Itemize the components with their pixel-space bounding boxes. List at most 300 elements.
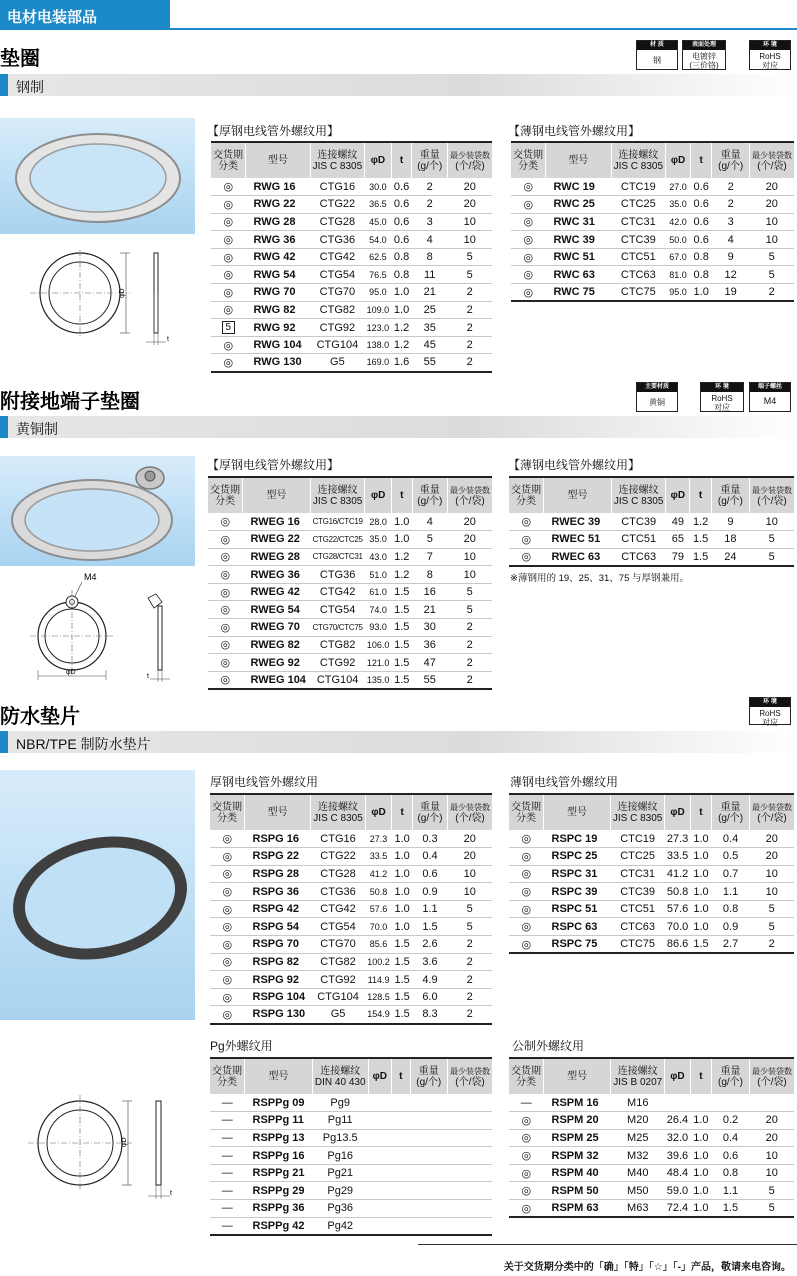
table-row (211, 301, 492, 319)
weight (410, 1200, 447, 1218)
phi-d: 74.0 (365, 601, 392, 619)
weight: 0.4 (722, 832, 739, 845)
weight: 2 (426, 180, 433, 193)
delivery-mark: — (210, 1129, 245, 1147)
min-quantity: 10 (447, 883, 492, 901)
terminal-spec-rohs: 环 境 RoHS 对应 (700, 382, 744, 412)
thickness: 1.0 (690, 848, 711, 866)
phi-d (368, 1129, 392, 1147)
model-code: RSPG 92 (245, 971, 311, 989)
thickness (392, 1217, 410, 1235)
thread-spec: CTC39 (621, 515, 657, 528)
washer-spec-surface: 表面处理 电镀锌 (三价铬) (682, 40, 726, 70)
svg-text:t: t (167, 336, 169, 343)
thread-spec: CTC51 (610, 900, 664, 918)
model-code: RSPPg 13 (245, 1129, 313, 1147)
svg-text:φD: φD (66, 669, 76, 676)
model-code: RSPPg 11 (245, 1112, 313, 1130)
min-quantity: 10 (447, 548, 492, 566)
delivery-days-badge: 5 (222, 321, 235, 334)
steel-washer-image (0, 118, 195, 234)
model-code: RSPC 19 (551, 832, 598, 845)
phi-d (368, 1164, 392, 1182)
weight: 0.8 (712, 900, 750, 918)
delivery-mark: ◎ (208, 548, 243, 566)
category-divider (170, 28, 797, 30)
terminal-drawing (30, 568, 200, 686)
table-row (509, 531, 794, 549)
thread-spec: CTC19 (620, 832, 656, 845)
washer-drawing (20, 250, 190, 350)
delivery-mark: ◎ (210, 1006, 245, 1024)
weight: 0.7 (712, 865, 750, 883)
thickness: 0.8 (391, 248, 412, 266)
delivery-mark: — (210, 1147, 245, 1165)
thickness: 1.0 (392, 865, 413, 883)
thickness: 1.5 (391, 601, 412, 619)
thread-spec: Pg11 (312, 1112, 368, 1130)
waterproof-thick-title: 厚钢电线管外螺纹用 (210, 775, 319, 789)
thread-spec: CTG104 (310, 671, 364, 689)
weight: 3.6 (412, 953, 447, 971)
phi-d: 48.4 (665, 1164, 690, 1182)
model-code: RWG 28 (246, 213, 311, 231)
table-row (211, 266, 492, 284)
washer-spec-material: 材 质 钢 (636, 40, 678, 70)
model-code: RSPG 70 (245, 936, 311, 954)
model-code: RSPC 39 (544, 883, 611, 901)
weight (410, 1217, 447, 1235)
weight: 5 (412, 531, 447, 549)
thickness: 1.0 (392, 918, 413, 936)
min-quantity: 2 (447, 988, 492, 1006)
model-code: RWG 36 (246, 231, 311, 249)
min-quantity: 2 (447, 936, 492, 954)
table-row (210, 883, 492, 901)
min-quantity: 5 (447, 918, 492, 936)
thread-spec: M50 (611, 1182, 665, 1200)
thickness (392, 1182, 410, 1200)
thread-spec: Pg21 (312, 1164, 368, 1182)
thickness: 1.0 (394, 515, 410, 528)
table-row (210, 1129, 492, 1147)
thread-spec: G5 (311, 1006, 365, 1024)
thread-spec: CTG36 (310, 231, 364, 249)
gasket-metric-table: 交货期 分类 型号 连接螺纹 JIS B 0207 φD t 重量 (g/个) 最少装袋数 (个/袋) — RSPM 16 M16 ◎ RSPM 20 M20 26.4 1.0 0.2 20 ◎ RSPM 25 M25 32.0 1.0 0.4 20 ◎ RSPM 32 M32 39.6 1.0 0.6 10 ◎ RSPM 40 M40 48.4 1.0 0.8 10 ◎ RSPM 50 M50 59.0 1.0 1.1 5 ◎ RSPM 63 M63 72.4 1.0 1.5 5 (509, 1057, 794, 1218)
min-quantity: 5 (749, 1200, 794, 1218)
min-quantity (447, 1217, 492, 1235)
phi-d: 35.0 (666, 196, 691, 214)
min-quantity: 2 (447, 354, 492, 372)
phi-d: 35.0 (365, 531, 392, 549)
model-code: RSPG 54 (245, 918, 311, 936)
phi-d: 123.0 (365, 319, 392, 337)
model-code: RSPG 16 (252, 832, 299, 845)
table-row (511, 284, 794, 302)
table-row (210, 1147, 492, 1165)
thread-spec: CTG70 (310, 284, 364, 302)
table-row (208, 601, 492, 619)
phi-d: 50.8 (665, 883, 690, 901)
thread-spec: CTG28 (311, 865, 365, 883)
table-row (509, 1129, 794, 1147)
min-quantity: 5 (447, 900, 492, 918)
model-code: RSPG 36 (245, 883, 311, 901)
delivery-mark: — (520, 1096, 532, 1109)
phi-d: 81.0 (666, 266, 691, 284)
delivery-mark: ◎ (509, 1164, 544, 1182)
weight: 0.4 (712, 1129, 750, 1147)
min-quantity: 10 (749, 1164, 794, 1182)
phi-d: 50.8 (365, 883, 392, 901)
thickness (392, 1200, 410, 1218)
washer-right-title: 【薄钢电线管外螺纹用】 (508, 124, 641, 138)
min-quantity: 5 (749, 266, 794, 284)
thread-spec: CTG82 (311, 953, 365, 971)
weight: 4 (412, 231, 448, 249)
min-quantity (447, 1129, 492, 1147)
min-quantity: 5 (749, 918, 794, 936)
phi-d: 32.0 (665, 1129, 690, 1147)
thickness: 1.0 (394, 832, 410, 845)
model-code: RWEG 16 (250, 515, 300, 528)
thread-spec: Pg9 (330, 1096, 350, 1109)
thread-spec: CTC75 (611, 284, 665, 302)
weight: 0.9 (412, 883, 447, 901)
weight (410, 1164, 447, 1182)
thread-spec: Pg42 (312, 1217, 368, 1235)
phi-d: 57.6 (365, 900, 392, 918)
thickness: 0.8 (691, 266, 712, 284)
thickness: 1.5 (392, 1006, 413, 1024)
delivery-mark: ◎ (211, 301, 246, 319)
thickness: 1.0 (392, 848, 413, 866)
waterproof-spec-rohs: 环 境 RoHS 对应 (749, 697, 791, 725)
model-code: RWG 54 (246, 266, 311, 284)
delivery-mark: ◎ (521, 516, 532, 529)
weight: 0.5 (712, 848, 750, 866)
min-quantity: 20 (749, 1129, 794, 1147)
model-code: RSPPg 42 (245, 1217, 313, 1235)
phi-d: 100.2 (365, 953, 392, 971)
min-quantity: 5 (447, 601, 492, 619)
thread-spec: CTG16 (319, 180, 356, 193)
weight (410, 1129, 447, 1147)
table-row (210, 1182, 492, 1200)
thickness: 1.2 (391, 548, 412, 566)
svg-text:φD: φD (119, 288, 126, 298)
min-quantity: 5 (749, 531, 794, 549)
thickness: 1.0 (690, 865, 711, 883)
delivery-mark: ◎ (211, 284, 246, 302)
table-row (211, 336, 492, 354)
phi-d: 33.5 (665, 848, 690, 866)
waterproof-material-bar (0, 731, 797, 753)
thread-spec: CTG92 (311, 971, 365, 989)
model-code: RWEC 63 (544, 548, 612, 566)
min-quantity: 10 (447, 566, 492, 584)
weight: 1.1 (412, 900, 447, 918)
min-quantity: 5 (749, 1182, 794, 1200)
model-code: RSPM 63 (544, 1200, 611, 1218)
thread-spec: CTG104 (310, 336, 364, 354)
min-quantity: 5 (447, 266, 492, 284)
table-row (509, 1112, 794, 1130)
min-quantity: 20 (765, 832, 778, 845)
weight: 16 (412, 583, 447, 601)
delivery-mark: ◎ (208, 636, 243, 654)
phi-d (368, 1200, 392, 1218)
min-quantity: 2 (447, 953, 492, 971)
delivery-mark: ◎ (509, 883, 544, 901)
phi-d: 67.0 (666, 248, 691, 266)
weight: 3 (712, 213, 750, 231)
table-row (509, 1164, 794, 1182)
washer-material-bar (0, 74, 797, 96)
delivery-mark: — (210, 1200, 245, 1218)
thickness (392, 1129, 410, 1147)
table-row (210, 830, 492, 848)
delivery-mark: ◎ (210, 883, 245, 901)
weight: 19 (712, 284, 750, 302)
model-code: RSPG 104 (245, 988, 311, 1006)
weight: 36 (412, 636, 447, 654)
washer-material: 钢制 (16, 79, 44, 95)
weight: 8 (412, 566, 447, 584)
thread-spec: M40 (611, 1164, 665, 1182)
delivery-mark (211, 319, 246, 337)
weight: 8.3 (412, 1006, 447, 1024)
phi-d: 72.4 (665, 1200, 690, 1218)
min-quantity: 2 (447, 301, 492, 319)
phi-d (368, 1112, 392, 1130)
phi-d (665, 1094, 690, 1112)
thickness: 0.6 (691, 231, 712, 249)
phi-d: 43.0 (365, 548, 392, 566)
model-code: RWG 16 (253, 180, 296, 193)
model-code: RSPM 25 (544, 1129, 611, 1147)
svg-text:M4: M4 (84, 572, 97, 582)
thread-spec: CTC31 (610, 865, 664, 883)
waterproof-thin-title: 薄钢电线管外螺纹用 (510, 775, 619, 789)
min-quantity: 10 (749, 213, 794, 231)
table-row (210, 1217, 492, 1235)
weight: 35 (412, 319, 448, 337)
thickness: 1.0 (693, 832, 709, 845)
thickness: 0.8 (691, 248, 712, 266)
weight: 4 (426, 515, 433, 528)
thread-spec: Pg29 (312, 1182, 368, 1200)
phi-d: 154.9 (365, 1006, 392, 1024)
phi-d: 26.4 (665, 1112, 690, 1130)
table-row (511, 248, 794, 266)
weight: 25 (412, 301, 448, 319)
model-code: RWC 31 (546, 213, 612, 231)
model-code: RSPG 22 (245, 848, 311, 866)
phi-d: 51.0 (365, 566, 392, 584)
model-code: RSPC 25 (544, 848, 611, 866)
model-code: RSPG 42 (245, 900, 311, 918)
washer-title: 垫圈 (0, 48, 40, 70)
min-quantity (447, 1200, 492, 1218)
thickness: 1.2 (391, 566, 412, 584)
weight: 2 (727, 180, 734, 193)
model-code: RSPM 50 (544, 1182, 611, 1200)
table-row (509, 918, 794, 936)
thread-spec: CTC63 (611, 548, 665, 566)
delivery-mark: ◎ (509, 865, 544, 883)
thread-spec: CTG104 (311, 988, 365, 1006)
model-code: RSPPg 29 (245, 1182, 313, 1200)
model-code: RWG 92 (246, 319, 311, 337)
table-row (210, 1094, 492, 1112)
thread-spec: CTG36 (310, 566, 364, 584)
weight: 2 (412, 196, 448, 214)
terminal-right-title: 【薄钢电线管外螺纹用】 (508, 458, 641, 472)
weight (410, 1112, 447, 1130)
weight: 1.5 (412, 918, 447, 936)
thickness: 1.0 (690, 1182, 711, 1200)
weight: 2.7 (712, 936, 750, 954)
delivery-mark: ◎ (210, 953, 245, 971)
thickness: 1.5 (690, 936, 711, 954)
thread-spec: CTG54 (310, 601, 364, 619)
thread-spec: CTC25 (610, 848, 664, 866)
thread-spec: CTC31 (611, 213, 665, 231)
weight: 0.2 (712, 1112, 750, 1130)
phi-d: 95.0 (666, 284, 691, 302)
waterproof-photo (0, 770, 195, 1020)
table-row (208, 671, 492, 689)
weight: 47 (412, 654, 447, 672)
model-code: RSPPg 16 (245, 1147, 313, 1165)
svg-text:t: t (170, 1190, 172, 1197)
min-quantity: 20 (447, 196, 492, 214)
table-row (509, 830, 794, 848)
thickness: 0.6 (691, 196, 712, 214)
thread-spec: Pg16 (312, 1147, 368, 1165)
thickness: 1.0 (391, 531, 412, 549)
table-row (210, 848, 492, 866)
delivery-mark: ◎ (509, 548, 544, 566)
table-row (509, 1094, 794, 1112)
model-code: RWEG 28 (243, 548, 311, 566)
thread-spec: CTG36 (311, 883, 365, 901)
thread-spec: CTG82 (310, 301, 364, 319)
model-code: RSPPg 21 (245, 1164, 313, 1182)
thickness: 1.0 (690, 1147, 711, 1165)
weight: 0.9 (712, 918, 750, 936)
phi-d: 27.0 (669, 181, 687, 192)
thickness: 1.0 (392, 883, 413, 901)
delivery-mark: ◎ (210, 918, 245, 936)
delivery-mark: ◎ (223, 181, 234, 194)
thread-spec: CTG22/CTC25 (310, 531, 364, 549)
thickness (392, 1112, 410, 1130)
model-code: RSPC 51 (544, 900, 611, 918)
delivery-mark: ◎ (511, 213, 546, 231)
category-banner (0, 0, 170, 30)
weight: 24 (711, 548, 749, 566)
model-code: RWEC 51 (544, 531, 612, 549)
min-quantity (447, 1147, 492, 1165)
model-code: RSPG 130 (245, 1006, 311, 1024)
category-title: 电材电装部品 (7, 9, 98, 26)
delivery-mark: ◎ (208, 619, 243, 637)
thread-spec: M25 (611, 1129, 665, 1147)
thickness: 1.6 (391, 354, 412, 372)
min-quantity: 20 (765, 180, 778, 193)
phi-d: 50.0 (666, 231, 691, 249)
model-code: RSPM 20 (544, 1112, 611, 1130)
delivery-mark: ◎ (509, 531, 544, 549)
terminal-material-bar (0, 416, 797, 438)
thread-spec: G5 (310, 354, 364, 372)
delivery-mark: ◎ (210, 971, 245, 989)
thread-spec: CTG16/CTC19 (312, 517, 363, 527)
model-code: RSPG 28 (245, 865, 311, 883)
thread-spec: CTC39 (610, 883, 664, 901)
terminal-thick-table: 交货期 分类 型号 连接螺纹 JIS C 8305 φD t 重量 (g/个) 最少装袋数 (个/袋) ◎ RWEG 16 CTG16/CTC19 28.0 1.0 4 20 ◎ RWEG 22 CTG22/CTC25 35.0 1.0 5 20 ◎ RWEG 28 CTG28/CTC31 43.0 1.2 7 10 ◎ RWEG 36 CTG36 51.0 1.2 8 10 ◎ RWEG 42 CTG42 61.0 1.5 16 5 ◎ RWEG 54 CTG54 74.0 1.5 21 5 ◎ RWEG 70 CTG70/CTC75 93.0 1.5 30 2 ◎ RWEG 82 CTG82 106.0 1.5 36 2 ◎ RWEG 92 CTG92 121.0 1.5 47 2 ◎ RWEG 104 CTG104 135.0 1.5 55 2 (208, 476, 492, 690)
model-code: RSPPg 09 (252, 1096, 305, 1109)
delivery-mark: — (210, 1112, 245, 1130)
footer-divider (418, 1244, 797, 1245)
thread-spec: CTC63 (611, 266, 665, 284)
delivery-mark: ◎ (208, 671, 243, 689)
thickness: 0.6 (391, 213, 412, 231)
delivery-mark: ◎ (509, 1129, 544, 1147)
model-code: RWC 63 (546, 266, 612, 284)
min-quantity: 10 (749, 1147, 794, 1165)
weight: 4.9 (412, 971, 447, 989)
delivery-mark: ◎ (509, 1200, 544, 1218)
waterproof-metric-title: 公制外螺纹用 (512, 1039, 585, 1053)
phi-d: 70.0 (365, 918, 392, 936)
thread-spec: CTC75 (610, 936, 664, 954)
phi-d (368, 1147, 392, 1165)
delivery-mark: ◎ (509, 1112, 544, 1130)
phi-d: 138.0 (365, 336, 392, 354)
phi-d: 95.0 (365, 284, 392, 302)
thickness: 0.6 (391, 231, 412, 249)
weight: 21 (412, 601, 447, 619)
thread-spec: CTG22 (310, 196, 364, 214)
table-row (208, 513, 492, 531)
thickness: 1.0 (690, 1164, 711, 1182)
gasket-thick-table: 交货期 分类 型号 连接螺纹 JIS C 8305 φD t 重量 (g/个) 最少装袋数 (个/袋) ◎ RSPG 16 CTG16 27.3 1.0 0.3 20 ◎ RSPG 22 CTG22 33.5 1.0 0.4 20 ◎ RSPG 28 CTG28 41.2 1.0 0.6 10 ◎ RSPG 36 CTG36 50.8 1.0 0.9 10 ◎ RSPG 42 CTG42 57.6 1.0 1.1 5 ◎ RSPG 54 CTG54 70.0 1.0 1.5 5 ◎ RSPG 70 CTG70 85.6 1.5 2.6 2 ◎ RSPG 82 CTG82 100.2 1.5 3.6 2 ◎ RSPG 92 CTG92 114.9 1.5 4.9 2 ◎ RSPG 104 CTG104 128.5 1.5 6.0 2 ◎ RSPG 130 G5 154.9 1.5 8.3 2 (210, 793, 492, 1025)
min-quantity: 5 (749, 548, 794, 566)
weight: 21 (412, 284, 448, 302)
delivery-mark: ◎ (208, 601, 243, 619)
terminal-left-title: 【厚钢电线管外螺纹用】 (207, 458, 340, 472)
phi-d: 49 (671, 515, 684, 528)
thickness: 1.5 (391, 583, 412, 601)
thickness: 1.5 (392, 936, 413, 954)
thickness (690, 1094, 711, 1112)
terminal-washer-image (0, 456, 195, 566)
thickness: 1.0 (391, 301, 412, 319)
delivery-mark: ◎ (509, 1182, 544, 1200)
thread-spec: CTG28 (310, 213, 364, 231)
min-quantity: 2 (749, 284, 794, 302)
weight: 0.6 (412, 865, 447, 883)
phi-d: 30.0 (369, 181, 387, 192)
delivery-mark: ◎ (211, 213, 246, 231)
phi-d: 76.5 (365, 266, 392, 284)
min-quantity: 5 (447, 583, 492, 601)
phi-d: 28.0 (369, 516, 387, 527)
rubber-gasket-image (0, 770, 195, 1020)
